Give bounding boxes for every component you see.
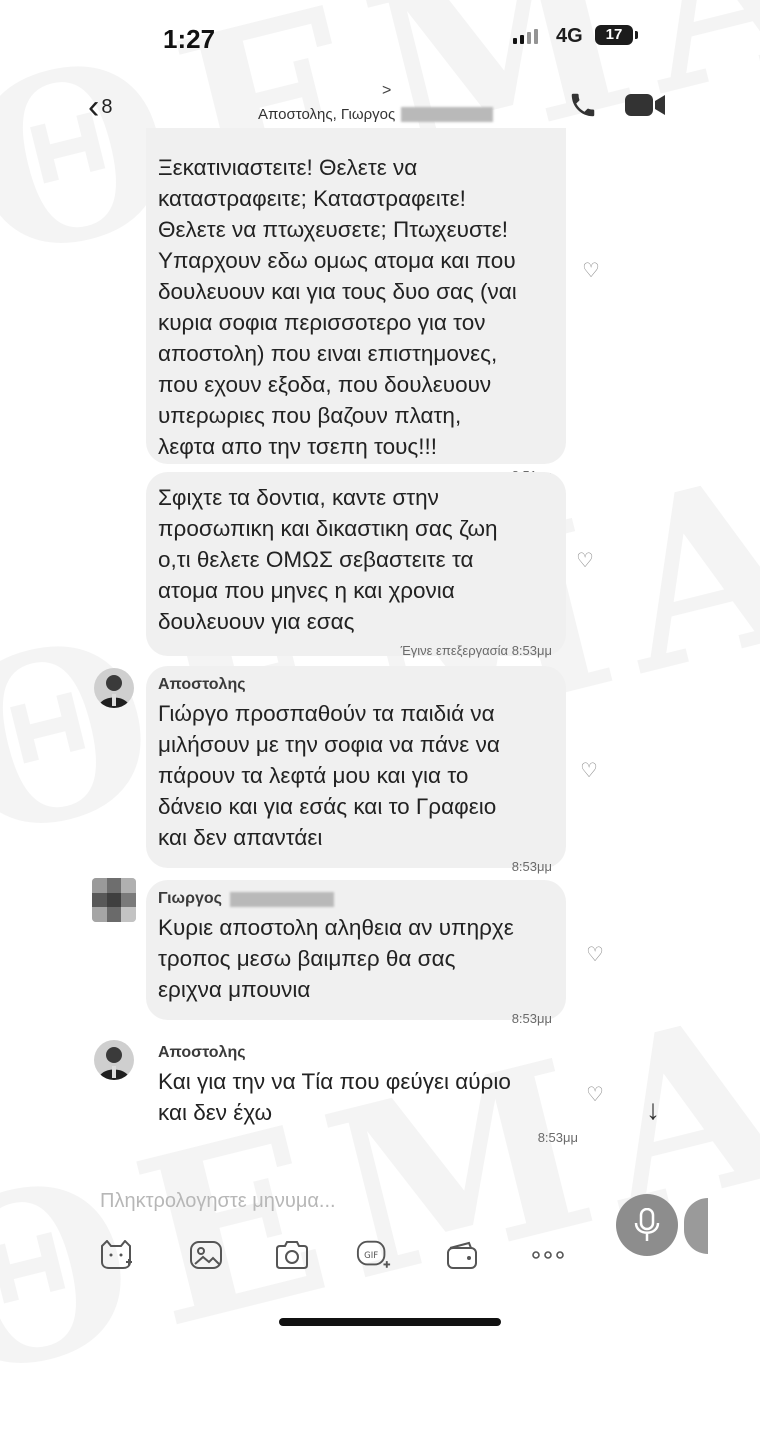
avatar[interactable] <box>94 668 134 708</box>
video-camera-icon <box>624 92 666 118</box>
heart-icon[interactable]: ♡ <box>576 550 594 572</box>
avatar[interactable] <box>92 878 136 922</box>
message-input[interactable]: Πληκτρολογηστε μηνυμα... <box>100 1190 336 1212</box>
heart-icon[interactable]: ♡ <box>580 760 598 782</box>
gif-icon[interactable] <box>356 1237 392 1273</box>
message-text: Ξεκατινιαστειτε! Θελετε να καταστραφειτε; Καταστραφειτε! Θελετε να πτωχευσετε; Πτωχευστε! Υπαρχουν εδω ομως ατομα και που δουλευουν και για τους δυο σας (ναι κυρια σοφια περισσοτερο για τον αποστολη) που ειναι επιστημονες, που εχουν εξοδα, που δουλευουν υπερωριες που βαζουν πλατη, λεφτα απο την τσεπη τους!!! <box>158 155 517 459</box>
phone-call-button[interactable] <box>568 90 598 125</box>
message-bubble[interactable] <box>146 128 566 464</box>
chevron-left-icon: ‹ <box>88 88 100 126</box>
sender-row <box>158 890 552 908</box>
message-bubble[interactable] <box>158 1044 578 1154</box>
chat-title[interactable] <box>258 106 493 123</box>
message-time: 8:53μμ <box>511 643 552 658</box>
chevron-right-icon[interactable]: > <box>382 82 392 99</box>
home-indicator[interactable] <box>279 1318 501 1326</box>
svg-text:GIF: GIF <box>364 1250 379 1261</box>
unread-count: 8 <box>101 96 113 118</box>
chat-title-text: Αποστολης, Γιωργος <box>258 106 396 123</box>
network-label: 4G <box>556 25 583 47</box>
message-bubble[interactable] <box>146 880 566 1026</box>
sticker-icon[interactable] <box>98 1237 134 1273</box>
sender-name: Γιωργος <box>158 890 222 907</box>
video-call-button[interactable] <box>624 92 666 123</box>
camera-icon[interactable] <box>274 1237 310 1273</box>
phone-icon <box>568 90 598 120</box>
sender-name: Αποστολης <box>158 676 246 693</box>
message-text: Και για την να Τία που φεύγει αύριο και δεν έχω <box>158 1069 511 1125</box>
gallery-icon[interactable] <box>188 1237 224 1273</box>
heart-icon[interactable]: ♡ <box>586 1084 604 1106</box>
message-meta <box>158 643 552 658</box>
message-bubble[interactable] <box>146 472 566 656</box>
message-time: 8:53μμ <box>511 1011 552 1026</box>
redacted-surname <box>401 107 493 122</box>
status-time: 1:27 <box>163 24 216 54</box>
message-time: 8:53μμ <box>537 1130 578 1145</box>
avatar-image <box>94 1040 134 1080</box>
battery-icon: 17 <box>595 25 633 45</box>
heart-icon[interactable]: ♡ <box>586 944 604 966</box>
avatar-image <box>94 668 134 708</box>
arrow-down-icon: ↓ <box>646 1094 660 1125</box>
scroll-down-button[interactable] <box>646 1094 660 1126</box>
more-icon[interactable] <box>530 1237 566 1273</box>
avatar[interactable] <box>94 1040 134 1080</box>
sender-name: Αποστολης <box>158 1044 246 1061</box>
media-button[interactable] <box>684 1198 708 1254</box>
microphone-icon <box>634 1208 660 1242</box>
signal-icon <box>513 29 538 44</box>
edited-label: Έγινε επεξεργασία <box>400 643 509 658</box>
message-text: Κυριε αποστολη αληθεια αν υπηρχε τροπος μεσω βαιμπερ θα σας εριχνα μπουνια <box>158 915 514 1002</box>
message-text: Σφιχτε τα δοντια, καντε στην προσωπικη και δικαστικη σας ζωη ο,τι θελετε ΟΜΩΣ σεβαστειτε τα ατομα που μηνες η και χρονια δουλευουν για εσας <box>158 485 498 634</box>
redacted-surname <box>230 892 334 907</box>
message-time: 8:53μμ <box>511 859 552 874</box>
message-bubble[interactable] <box>146 666 566 874</box>
wallet-icon[interactable] <box>444 1237 480 1273</box>
voice-message-button[interactable] <box>616 1194 678 1256</box>
heart-icon[interactable]: ♡ <box>582 260 600 282</box>
message-text: Γιώργο προσπαθούν τα παιδιά να μιλήσουν με την σοφια να πάνε να πάρουν τα λεφτά μου και για το δάνειο και για εσάς και το Γραφειο και δεν απαντάει <box>158 701 500 850</box>
avatar-image <box>92 878 136 922</box>
back-button[interactable] <box>88 90 112 124</box>
